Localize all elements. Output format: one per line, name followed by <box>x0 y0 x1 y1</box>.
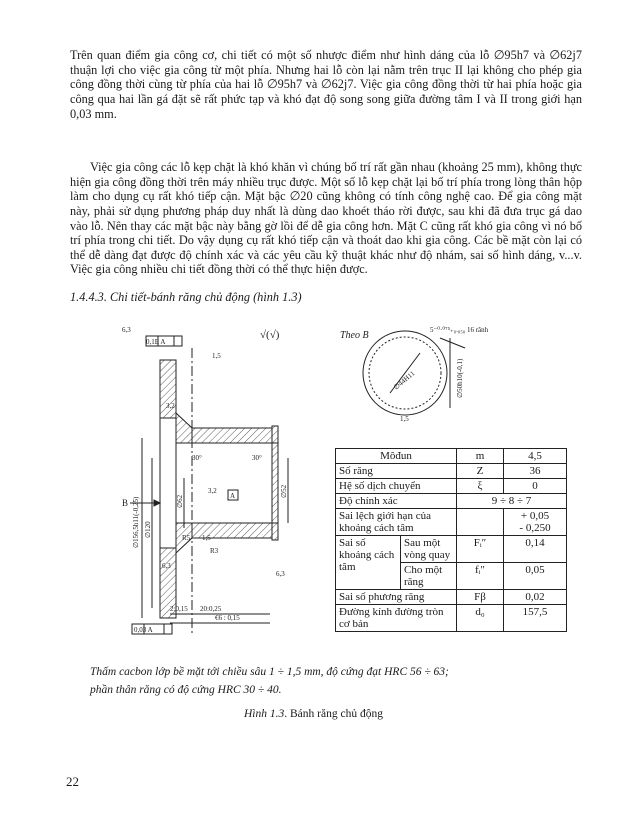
heat-treatment-note-2: phần thân răng có độ cứng HRC 30 ÷ 40. <box>90 684 282 696</box>
table-cell: 4,5 <box>504 449 567 464</box>
table-cell: 9 ÷ 8 ÷ 7 <box>457 494 567 509</box>
dim-50h10: ∅50h10(-0,1) <box>456 358 464 398</box>
heat-treatment-note-1: Thấm cacbon lớp bề mặt tới chiều sâu 1 ÷ 1,5 mm, độ cứng đạt HRC 56 ÷ 63; <box>90 666 449 678</box>
roughness-15a: 1,5 <box>212 352 221 360</box>
roughness-63c: 6,3 <box>162 562 171 570</box>
table-cell: + 0,05 - 0,250 <box>504 509 567 536</box>
dim-52: ∅52 <box>280 484 288 498</box>
table-cell: Sai số phương răng <box>336 590 457 605</box>
figure-label: Hình 1.3 <box>244 708 285 720</box>
table-cell: Fᵢ″ <box>457 536 504 563</box>
tol-frame-bottom: 0,03 A <box>134 626 153 634</box>
roughness-15c: 1,5 <box>400 415 409 423</box>
table-cell: Cho một răng <box>401 563 457 590</box>
table-row <box>336 509 567 536</box>
dim-62: ∅62 <box>176 494 184 508</box>
figure-caption <box>244 708 383 720</box>
table-row <box>336 464 567 479</box>
tol-frame-top: 0,1E A <box>146 338 166 346</box>
table-cell: Sai số khoảng cách tâm <box>336 536 401 590</box>
radius-r5: R5 <box>182 534 191 542</box>
roughness-15b: 1,5 <box>202 534 211 542</box>
section-arrow-label: B <box>122 498 129 508</box>
table-row <box>336 605 567 632</box>
table-cell: 0,02 <box>504 590 567 605</box>
tol-c: €6 : 0,15 <box>215 614 240 622</box>
table-row <box>336 449 567 464</box>
table-cell: Môđun <box>336 449 457 464</box>
chamfer-30-left: 30° <box>192 454 202 462</box>
roughness-32a: 3,2 <box>208 487 217 495</box>
roughness-63b: 6,3 <box>276 570 285 578</box>
table-cell: Fβ <box>457 590 504 605</box>
page-number: 22 <box>66 774 79 789</box>
paragraph-1: Trên quan điểm gia công cơ, chi tiết có một số nhược điểm như hình dáng của lỗ ∅95h7 và ∅62j7 thuận lợi cho việc gia công từ một phía. Nhưng hai lỗ còn lại nằm trên trục II lại không cho phép gia công đồng thời cùng từ phía của hai lỗ ∅95h7 và ∅62j7. Việc gia công đồng thời từ hai phía hoặc gia công qua hai lần gá đặt sẽ rất phức tạp và khó đạt độ song song giữa đường tâm I và II trong giới hạn 0,03 mm. <box>70 48 582 121</box>
figure-caption-text: . Bánh răng chủ động <box>284 708 383 720</box>
table-cell: fᵢ″ <box>457 563 504 590</box>
table-cell: Độ chính xác <box>336 494 457 509</box>
datum-a: A <box>230 492 236 500</box>
table-cell: 0,14 <box>504 536 567 563</box>
roughness-32b: 3,2 <box>166 402 175 410</box>
table-cell: Sai lệch giới hạn của khoảng cách tâm <box>336 509 457 536</box>
table-cell: 0,05 <box>504 563 567 590</box>
paragraph-2: Việc gia công các lỗ kẹp chặt là khó khăn vì chúng bố trí rất gần nhau (khoảng 25 mm), không thực hiện gia công đồng thời trên máy nhiều trục được. Một số lỗ kẹp chặt lại bố trí phía trong lòng thân hộp làm cho dụng cụ rất khó tiếp cận. Mặt bậc ∅20 cũng không có tính công nghệ cao. Để gia công mặt này, phải sử dụng phương pháp duy nhất là dùng dao khoét tháo rời được, sau khi đã đưa trục gá dao vào lỗ. Nên thay các mặt bậc này bằng gờ lồi để dễ gia công hơn. Mặt C cũng rất khó gia công vì nó bố trí phía trong chi tiết. Do vậy dụng cụ rất khó tiếp cận và thoát dao khi gia công. Các bề mặt còn lại có thể dễ dàng đạt được độ chính xác và các yêu cầu kỹ thuật khác như độ nhám, sai số hình dáng, v...v. Việc gia công nhiều chi tiết đồng thời có thể thực hiện được. <box>70 160 582 277</box>
dim-outer-diameter: ∅156,5h11(-0,25) <box>132 496 140 548</box>
radius-r3: R3 <box>210 547 219 555</box>
table-cell: ξ <box>457 479 504 494</box>
table-cell: Đường kính đường tròn cơ bản <box>336 605 457 632</box>
dim-120: ∅120 <box>144 521 152 538</box>
view-b-label: Theo B <box>340 330 369 341</box>
table-cell: Sau một vòng quay <box>401 536 457 563</box>
table-cell: 36 <box>504 464 567 479</box>
table-row <box>336 479 567 494</box>
general-roughness: √(√) <box>260 329 280 341</box>
table-row <box>336 536 567 563</box>
table-cell: 157,5 <box>504 605 567 632</box>
tol-a: 2:0,15 <box>170 605 188 613</box>
chamfer-30-right: 30° <box>252 454 262 462</box>
tol-b: 20:0,25 <box>200 605 222 613</box>
dim-44h11: ∅44H11 <box>392 369 417 392</box>
table-cell: Hệ số dịch chuyển <box>336 479 457 494</box>
table-cell: Z <box>457 464 504 479</box>
roughness-63: 6,3 <box>122 326 131 334</box>
table-row <box>336 590 567 605</box>
table-cell: m <box>457 449 504 464</box>
table-cell: Số răng <box>336 464 457 479</box>
gear-spec-table <box>335 448 567 632</box>
section-title: 1.4.4.3. Chi tiết-bánh răng chủ động (hình 1.3) <box>70 290 302 304</box>
table-row <box>336 494 567 509</box>
spline-note: 5⁻⁰·⁰⁷⁵₊₀.₀₅₀ 16 rãnh <box>430 326 489 334</box>
table-cell: d₀ <box>457 605 504 632</box>
table-cell: 0 <box>504 479 567 494</box>
